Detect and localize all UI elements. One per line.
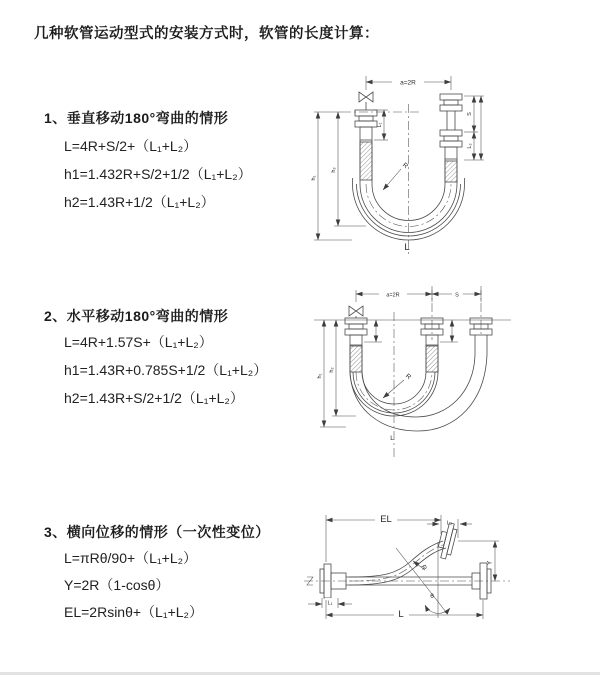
d3-label-Y: Y — [486, 560, 494, 566]
d3-label-L: L — [398, 609, 404, 620]
page-title: 几种软管运动型式的安装方式时，软管的长度计算： — [34, 26, 379, 42]
d2-small-end-dimensions — [364, 320, 458, 342]
section1-formula-h1: h1=1.432R+S/2+1/2（L₁+L₂） — [64, 166, 252, 182]
d2-label-h1: h₁ — [317, 373, 323, 379]
d2-left-pipe-fitting — [345, 318, 367, 372]
section3-formula-L: L=πRθ/90+（L₁+L₂） — [64, 550, 198, 566]
d2-label-a2R: a=2R — [386, 292, 400, 299]
section2-heading: 2、水平移动180°弯曲的情形 — [44, 308, 229, 324]
d3-tilted-flange — [436, 522, 458, 560]
d2-radius-leader — [383, 373, 412, 398]
d1-label-L1: L₁ — [377, 122, 383, 128]
d3-hose-displaced-position — [349, 541, 446, 585]
d3-label-R: R — [419, 564, 428, 571]
d1-label-R: R — [400, 161, 410, 171]
section3-heading: 3、横向位移的情形（一次性变位） — [44, 524, 270, 540]
d3-label-EL: EL — [380, 514, 392, 525]
section1-formula-h2: h2=1.43R+1/2（L₁+L₂） — [64, 194, 215, 210]
section1-formula-L: L=4R+S/2+（L₁+L₂） — [64, 138, 198, 154]
d1-label-S: S — [467, 112, 473, 116]
d2-label-L: L — [390, 435, 394, 442]
section2-formula-L: L=4R+1.57S+（L₁+L₂） — [64, 334, 213, 350]
d2-label-R: R — [403, 372, 413, 382]
section3-formula-EL: EL=2Rsinθ+（L₁+L₂） — [64, 604, 203, 620]
d1-label-h2: h₂ — [331, 167, 337, 173]
diagram-lateral-displacement — [298, 500, 598, 665]
d1-left-pipe-fitting — [355, 110, 377, 184]
d1-dimension-S-L2 — [464, 96, 484, 160]
diagram-vertical-180-bend — [308, 66, 598, 261]
d2-label-h2: h₂ — [329, 367, 335, 373]
d1-radius-leader — [383, 162, 409, 190]
d3-label-L2: L₂ — [446, 520, 453, 527]
section2-formula-h2: h2=1.43R+S/2+1/2（L₁+L₂） — [64, 390, 244, 406]
section1-heading: 1、垂直移动180°弯曲的情形 — [44, 110, 229, 126]
d3-dimension-L — [326, 600, 483, 620]
d1-dimension-L1 — [374, 110, 388, 140]
d1-valve-icon — [359, 92, 373, 110]
diagram-horizontal-180-bend — [306, 280, 598, 475]
d1-label-L2: L₂ — [467, 143, 473, 149]
section2-formula-h1: h1=1.43R+0.785S+1/2（L₁+L₂） — [64, 362, 268, 378]
d3-dimension-EL — [326, 511, 441, 562]
d2-label-S: S — [455, 292, 459, 299]
d3-dimension-L1 — [308, 598, 352, 608]
d3-label-L1: L₁ — [327, 600, 333, 607]
d3-dimension-L2 — [427, 518, 472, 538]
d3-label-theta: θ — [430, 593, 434, 600]
d1-label-L: L — [404, 242, 410, 253]
d3-dimension-Y — [458, 541, 499, 581]
section3-formula-Y: Y=2R（1-cosθ） — [64, 577, 170, 593]
d1-dimension-top-width — [366, 76, 451, 90]
d1-label-h1: h₁ — [311, 175, 317, 181]
d1-right-pipe-fitting — [440, 94, 462, 184]
d2-dimension-top — [356, 290, 481, 303]
d2-valve-icon — [349, 306, 363, 318]
d1-label-a2R: a=2R — [400, 79, 416, 87]
